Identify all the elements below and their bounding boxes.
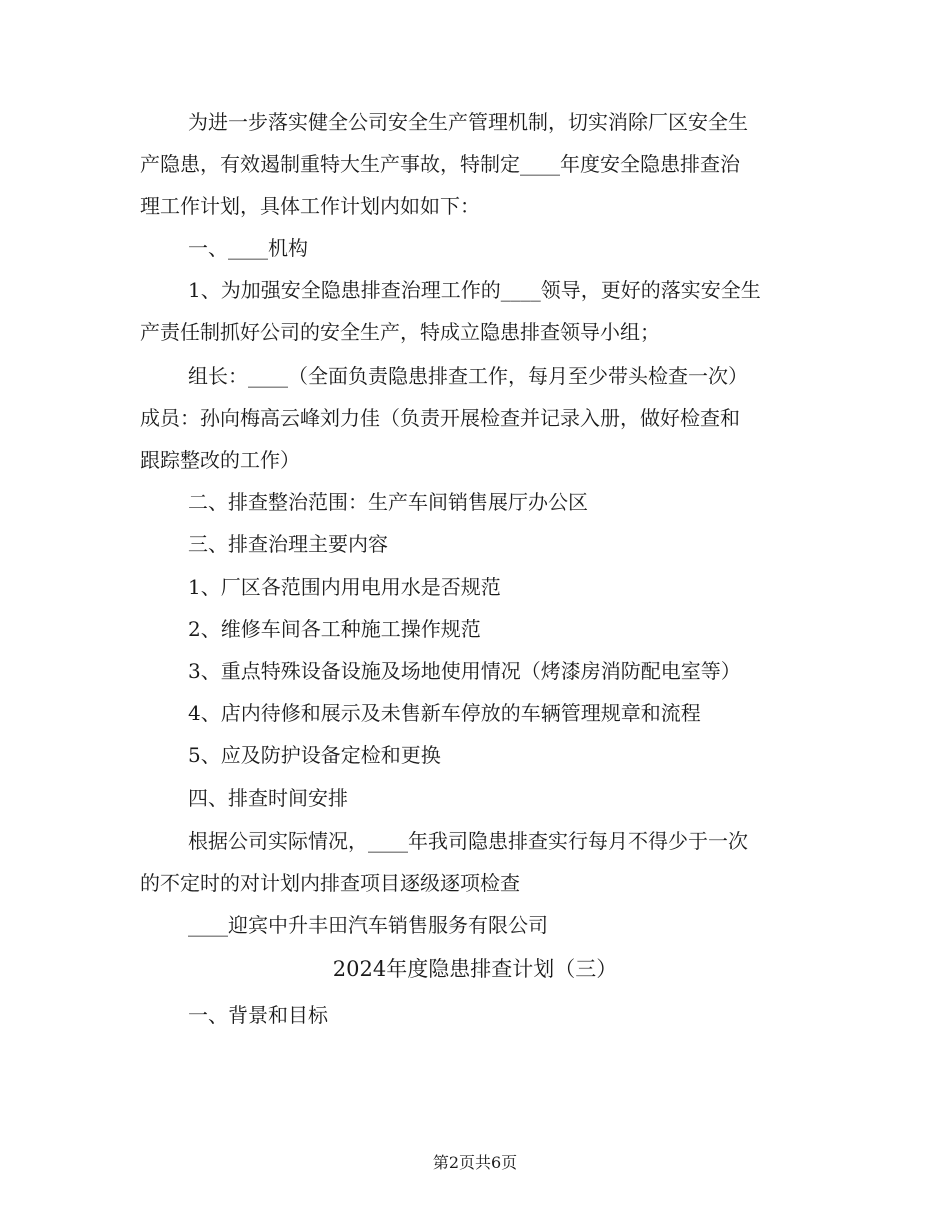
paragraph-item-1-line-2: 产责任制抓好公司的安全生产，特成立隐患排查领导小组； — [140, 320, 660, 344]
list-item-1: 1、厂区各范围内用电用水是否规范 — [188, 575, 501, 599]
paragraph-schedule-line-1: 根据公司实际情况，____年我司隐患排查实行每月不得少于一次 — [188, 829, 748, 853]
heading-section-3: 三、排查治理主要内容 — [188, 532, 388, 556]
list-item-5: 5、应及防护设备定检和更换 — [188, 743, 441, 767]
list-item-2: 2、维修车间各工种施工操作规范 — [188, 617, 481, 641]
heading-section-2: 二、排查整治范围：生产车间销售展厅办公区 — [188, 490, 588, 514]
paragraph-schedule-line-2: 的不定时的对计划内排查项目逐级逐项检查 — [140, 871, 520, 895]
paragraph-intro-line-1: 为进一步落实健全公司安全生产管理机制，切实消除厂区安全生 — [188, 110, 748, 134]
list-item-3: 3、重点特殊设备设施及场地使用情况（烤漆房消防配电室等） — [188, 659, 741, 683]
heading-section-1: 一、____机构 — [188, 236, 308, 260]
heading-section-4: 四、排查时间安排 — [188, 786, 348, 810]
paragraph-intro-line-2: 产隐患，有效遏制重特大生产事故，特制定____年度安全隐患排查治 — [140, 152, 740, 176]
company-signature: ____迎宾中升丰田汽车销售服务有限公司 — [188, 913, 548, 937]
paragraph-leader: 组长：____（全面负责隐患排查工作，每月至少带头检查一次） — [188, 364, 748, 388]
heading-background-goals: 一、背景和目标 — [188, 1003, 328, 1027]
paragraph-members-line-1: 成员：孙向梅高云峰刘力佳（负责开展检查并记录入册，做好检查和 — [140, 406, 740, 430]
paragraph-members-line-2: 跟踪整改的工作） — [140, 448, 300, 472]
document-title: 2024年度隐患排查计划（三） — [332, 957, 618, 981]
list-item-4: 4、店内待修和展示及未售新车停放的车辆管理规章和流程 — [188, 701, 701, 725]
paragraph-item-1-line-1: 1、为加强安全隐患排查治理工作的____领导，更好的落实安全生 — [188, 278, 761, 302]
page-number-footer: 第2页共6页 — [432, 1153, 518, 1172]
paragraph-intro-line-3: 理工作计划，具体工作计划内如如下： — [140, 194, 480, 218]
